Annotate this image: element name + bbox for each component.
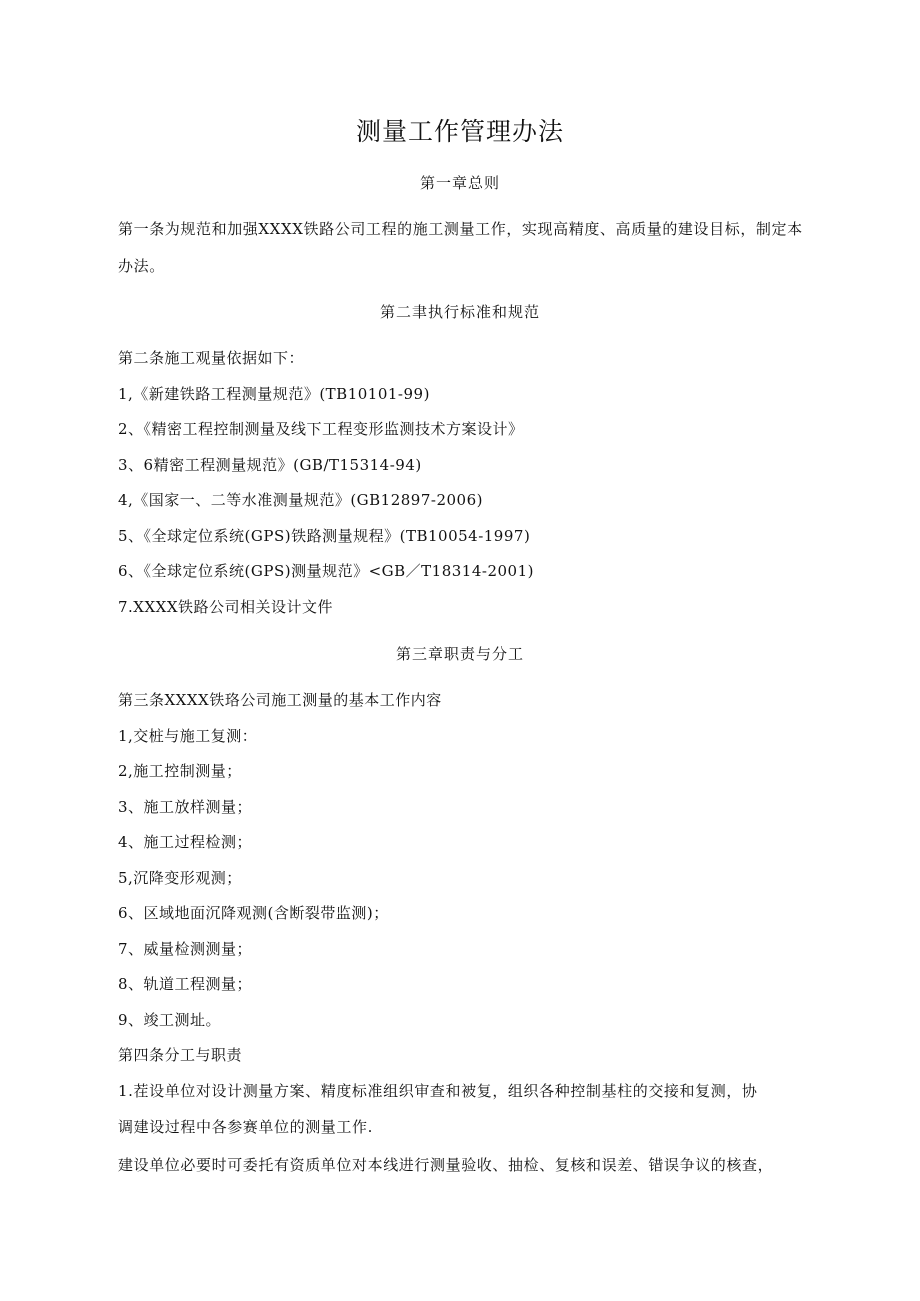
work-item-5: 5,沉降变形观测； [118,869,242,887]
chapter-2-heading: 第二聿执行标准和规范 [379,303,540,321]
document-title: 测量工作管理办法 [355,117,564,146]
chapter-1-heading: 第一章总则 [419,174,500,192]
standard-item-4: 4,《国家一、二等水准测量规范》(GB12897-2006) [118,491,483,509]
standard-item-7: 7.XXXX铁路公司相关设计文件 [118,598,334,616]
standard-item-5: 5、《全球定位系统(GPS)铁路测量规程》(TB10054-1997) [118,527,531,545]
standard-item-3: 3、6精密工程测量规范》(GB/T15314-94) [118,456,422,474]
work-item-1: 1,交桩与施工复测： [118,727,258,745]
work-item-2: 2,施工控制测量； [118,762,242,780]
work-item-6: 6、区域地面沉降观测(含断裂带监测)； [118,904,389,922]
standard-item-2: 2、《精密工程控制测量及线下工程变形监测技术方案设计》 [118,420,524,438]
standard-item-6: 6、《全球定位系统(GPS)测量规范》<GB／T18314-2001) [118,562,534,580]
work-item-3: 3、施工放样测量； [118,798,253,816]
work-item-7: 7、威量检测测量； [118,940,253,958]
article-1-text-line-2: 办法。 [118,257,165,275]
work-item-4: 4、施工过程检测； [118,833,253,851]
work-item-8: 8、轨道工程测量； [118,975,253,993]
article-3-text: 第三条XXXX铁珞公司施工测量的基本工作内容 [118,691,442,709]
standard-item-1: 1,《新建铁路工程测量规范》(TB10101-99) [118,385,430,403]
article-4-para-1-line-1: 1.茬设单位对设计测量方案、精度标准组织审查和被复，组织各种控制基柱的交接和复测，协 [118,1082,758,1100]
article-2-text: 第二条施工观量依据如下： [118,349,305,367]
chapter-3-heading: 第三章职责与分工 [395,645,524,663]
work-item-9: 9、竣工测址。 [118,1011,222,1029]
article-4-para-1-line-2: 调建设过程中各参赛单位的测量工作. [118,1118,373,1136]
article-4-para-2-line-1: 建设单位必要时可委托有资质单位对本线进行测量验收、抽检、复核和误差、错误争议的核查， [118,1156,774,1174]
article-1-text-line-1: 第一条为规范和加强XXXX铁路公司工程的施工测量工作，实现高精度、高质量的建设目标，制定本 [118,220,803,238]
article-4-text: 第四条分工与职责 [118,1046,243,1064]
